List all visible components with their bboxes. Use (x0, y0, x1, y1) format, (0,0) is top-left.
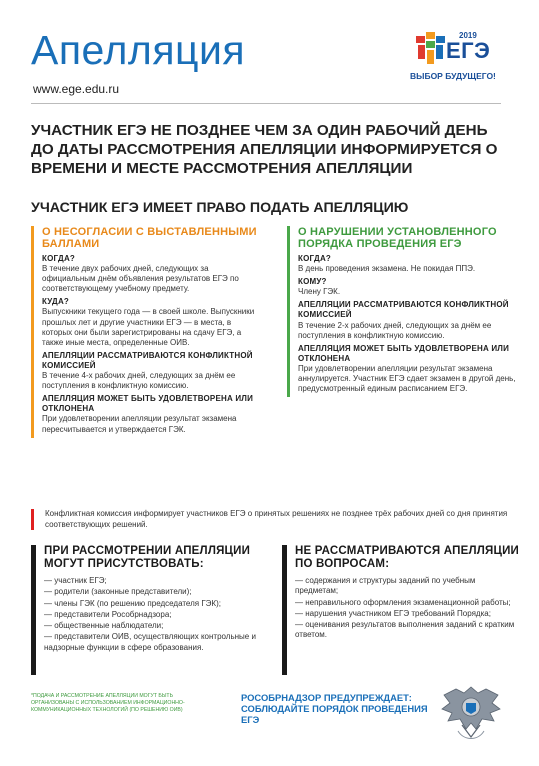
outcome-text: При удовлетворении апелляции результат экзамена пересчитывается и утверждается ГЭК. (42, 414, 237, 434)
list-item: — представители Рособрнадзора; (44, 609, 172, 619)
review-label: АПЕЛЛЯЦИИ РАССМАТРИВАЮТСЯ КОНФЛИКТНОЙ КОМИССИЕЙ (298, 300, 509, 320)
warning-text: РОСОБРНАДЗОР ПРЕДУПРЕЖДАЕТ: СОБЛЮДАЙТЕ ПОРЯДОК ПРОВЕДЕНИЯ ЕГЭ (241, 692, 428, 725)
attendees-heading: ПРИ РАССМОТРЕНИИ АПЕЛЛЯЦИИ МОГУТ ПРИСУТСТВОВАТЬ: (44, 545, 251, 570)
subheading: УЧАСТНИК ЕГЭ ИМЕЕТ ПРАВО ПОДАТЬ АПЕЛЛЯЦИЮ (31, 200, 409, 216)
where-label: КУДА? (42, 297, 70, 307)
attendees-box (31, 545, 269, 675)
list-item: — участник ЕГЭ; (44, 576, 107, 585)
when-text: В течение двух рабочих дней, следующих за официальным днём объявления результатов ЕГЭ по соответствующему учебному предмету. (42, 264, 239, 294)
list-item: — члены ГЭК (по решению председателя ГЭК); (44, 598, 221, 608)
attendees-list (44, 576, 269, 653)
review-text: В течение 2-х рабочих дней, следующих за днём ее поступления в конфликтную комиссию. (298, 320, 492, 340)
logo-year: 2019 (459, 31, 477, 40)
when-label: КОГДА? (298, 254, 332, 263)
list-item: — содержания и структуры заданий по учебным предметам; (295, 576, 476, 596)
outcome-label: АПЕЛЛЯЦИЯ МОЖЕТ БЫТЬ УДОВЛЕТВОРЕНА ИЛИ ОТКЛОНЕНА (298, 343, 510, 363)
when-label: КОГДА? (42, 254, 76, 263)
page-title: Апелляция (31, 27, 246, 73)
whom-text: Члену ГЭК. (298, 287, 341, 297)
commission-notice: Конфликтная комиссия информирует участников ЕГЭ о принятых решениях не позднее трёх рабочих дней со дня принятия соответствующих решений. (31, 509, 515, 530)
list-item: — оценивания результатов выполнения заданий с кратким ответом. (295, 620, 515, 640)
where-text: Выпускники текущего года — в своей школе. Выпускники прошлых лет и другие участники ЕГЭ — в места, в которых они были зарегистрированы на сдачу ЕГЭ, а также иные места, определенные ОИВ. (42, 307, 255, 347)
logo-slogan: ВЫБОР БУДУЩЕГО! (410, 71, 496, 81)
not-considered-heading: НЕ РАССМАТРИВАЮТСЯ АПЕЛЛЯЦИИ ПО ВОПРОСАМ: (295, 545, 520, 570)
disagreement-column (31, 226, 262, 438)
footnote: *ПОДАЧА И РАССМОТРЕНИЕ АПЕЛЛЯЦИИ МОГУТ БЫТЬ ОРГАНИЗОВАНЫ С ИСПОЛЬЗОВАНИЕМ ИНФОРМАЦИОННО-КОММУНИКАЦИОННЫХ ТЕХНОЛОГИЙ (ПО РЕШЕНИЮ ОИВ) (31, 693, 185, 714)
violation-column (287, 226, 518, 397)
whom-label: КОМУ? (298, 277, 327, 287)
list-item: — представители ОИВ, осуществляющих контрольные и надзорные функции в сфере образования. (44, 632, 256, 652)
column-heading: О НЕСОГЛАСИИ С ВЫСТАВЛЕННЫМИ БАЛЛАМИ (42, 226, 257, 250)
review-text: В течение 4-х рабочих дней, следующих за днём ее поступления в конфликтную комиссию. (42, 371, 236, 391)
headline: УЧАСТНИК ЕГЭ НЕ ПОЗДНЕЕ ЧЕМ ЗА ОДИН РАБОЧИЙ ДЕНЬ ДО ДАТЫ РАССМОТРЕНИЯ АПЕЛЛЯЦИИ ИНФОРМИРУЕТСЯ О ВРЕМЕНИ И МЕСТЕ РАССМОТРЕНИЯ АПЕЛЛЯЦИИ (31, 122, 498, 177)
logo-mark: ЕГЭ (446, 38, 491, 63)
list-item: — родители (законные представители); (44, 587, 192, 597)
when-text: В день проведения экзамена. Не покидая ППЭ. (298, 264, 476, 274)
list-item: — неправильного оформления экзаменационной работы; (295, 597, 511, 607)
outcome-label: АПЕЛЛЯЦИЯ МОЖЕТ БЫТЬ УДОВЛЕТВОРЕНА ИЛИ ОТКЛОНЕНА (42, 394, 254, 414)
rosobrnadzor-emblem-icon (436, 681, 506, 746)
website-link[interactable]: www.ege.edu.ru (33, 82, 120, 96)
divider (31, 103, 501, 104)
outcome-text: При удовлетворении апелляции результат экзамена аннулируется. Участник ЕГЭ сдает экзамен в другой день, предусмотренный единым расписанием ЕГЭ. (298, 363, 516, 394)
list-item: — общественные наблюдатели; (44, 621, 164, 631)
list-item: — нарушения участником ЕГЭ требований Порядка; (295, 608, 491, 618)
column-heading: О НАРУШЕНИИ УСТАНОВЛЕННОГО ПОРЯДКА ПРОВЕДЕНИЯ ЕГЭ (298, 226, 497, 250)
review-label: АПЕЛЛЯЦИИ РАССМАТРИВАЮТСЯ КОНФЛИКТНОЙ КОМИССИЕЙ (42, 350, 253, 370)
not-considered-box (282, 545, 520, 675)
not-considered-list (295, 576, 520, 641)
